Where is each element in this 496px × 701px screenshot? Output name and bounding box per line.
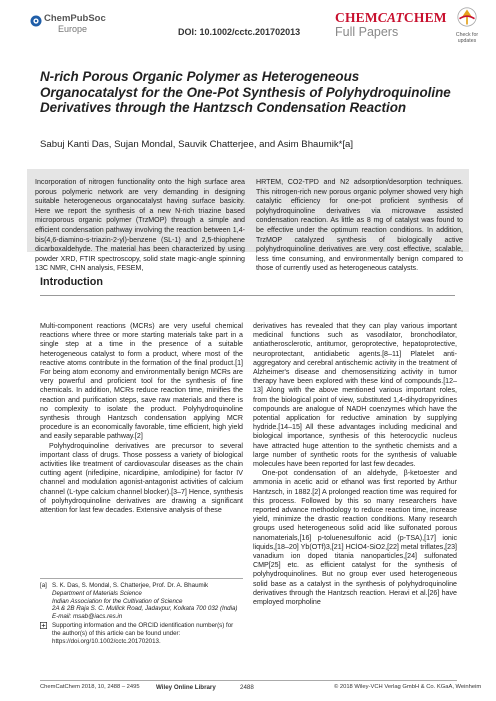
article-title: N-rich Porous Organic Polymer as Heterogeneous Organocatalyst for the One-Pot Synthesis of Polyhydroquinoline Derivatives through the Hantzsch Condensation Reaction [40,69,451,115]
intro-paragraph-1: Multi-component reactions (MCRs) are very useful chemical reactions where three or more starting materials take part in a single step at a time in the presence of a suitable heterogeneous catalyst to form a product, where most of the reactive atoms contribute in the formation of the final product.[1] For being atom economy and environmentally benign MCRs are very powerful and proficient tool for the synthesis of fine chemicals. In addition, MCRs reduce reaction time, minifies the reaction and purification steps, save raw materials and there is no complexity to isolate the product. Polyhydroquinoline synthesis through Hantzsch condensation applying MCR procedure is an economically favorable, time efficient, high yield and easily separable pathway.[2] [40,322,243,441]
affiliation-names: S. K. Das, S. Mondal, S. Chatterjee, Prof. Dr. A. Bhaumik [52,582,209,589]
affiliation-department: Department of Materials Science [52,589,142,597]
publisher-logo [30,13,110,43]
section-heading-introduction: Introduction [40,276,103,288]
publisher-logo-line1: ChemPubSoc [44,13,106,24]
affiliation-institute: Indian Association for the Cultivation of Science [52,597,183,605]
journal-title-part2: CAT [377,10,404,25]
intro-paragraph-3: derivatives has revealed that they can play various important medicinal functions such as vasodilator, bronchodilator, antiatherosclerotic, antitumor, geroprotective, hepatoprotective, neuroprotectant, antidiabetic agents.[8–11] Platelet anti-aggregatory and cerebral antischemic activity in the treatment of Alzheimer's disease and chemosensitizing activity in tumor therapy have been explored with these kind of compounds.[12–13] Along with the above mentioned various important roles, from the biological point of view, substituted 1,4-dihydropyridines compounds are analogue of NADH coenzymes which have the potential application for reductive amination by supplying hydride.[14–15] All these advantages including medicinal and biological importance, synthesis of this heterocyclic nucleus have attracted huge attention to the synthetic chemists and a large number of synthetic roots for the synthesis of valuable molecules have been reported for last few decades. [253,322,457,469]
article-doi[interactable]: DOI: 10.1002/cctc.201702013 [178,27,301,37]
supporting-info-link[interactable]: https://doi.org/10.1002/cctc.201702013. [52,637,161,645]
article-type: Full Papers [335,25,399,39]
section-divider [40,295,455,296]
journal-title-part3: CHEM [403,10,447,25]
footer-divider [40,680,457,681]
footer-publisher-link[interactable]: Wiley Online Library [156,684,216,691]
chempubsoc-logo-icon [30,15,42,27]
intro-paragraph-4: One-pot condensation of an aldehyde, β-ketoester and ammonia in acetic acid or ethanol was first reported by Arthur Hantzsch, in 1882.[2] A prolonged reaction time was required for this process. Followed by this so many researchers have reported advance methodology to reduce reaction time, increase yield, minimize the drastic reaction conditions. Many research groups used heterogeneous solid acid like sulfonated porous nanomaterials,[16] p-toluenesulfonic acid (p-TSA),[17] ionic liquids,[18–20] Yb(OTf)3,[21] HClO4-SiO2,[22] metal triflates,[23] vanadium ion doped titania nanoparticles,[24] sulfonated CMP[25] etc. as efficient catalyst for the synthesis of polyhydroquinolines. But no group ever used heterogeneous solid base as a catalyst in the synthesis of polyhydroquinoline derivatives through the Hantzsch reaction. Heravi et al.[26] have employed morpholine [253,469,457,607]
author-list: Sabuj Kanti Das, Sujan Mondal, Sauvik Chatterjee, and Asim Bhaumik*[a] [40,139,354,150]
abstract-right-column: HRTEM, CO2-TPD and N2 adsorption/desorption techniques. This nitrogen-rich new porous organic polymer showed very high catalytic efficiency for one-pot proficient synthesis of polyhydroquinoline derivatives via microwave assisted condensation reaction. As little as 8 mg of catalyst was found to be effective under the optimum reaction conditions. In addition, TrzMOP catalyzed synthesis of biologically active polyhydroquinoline derivatives are very cost effective, scalable, less time consuming, and environmentally benign compared to those of currently used as heterogeneous catalysts. [256,178,463,273]
journal-title-part1: CHEM [335,10,378,25]
publisher-logo-line2: Europe [58,24,88,34]
journal-title [335,10,447,26]
abstract-left-column: Incorporation of nitrogen functionality onto the high surface area porous polymeric network are very demanding in designing suitable heterogeneous organocatalyst having surface basicity. Here we report the synthesis of a new N-rich triazine based microporous organic polymer (TrzMOP) through a simple and efficient condensation pathway involving the reaction between 1,4-bis(4,6-diamino-s-triazin-2-yl)-benzene (SL-1) and 2,5-thiophene dicarboxaldehyde. The material has been characterized by using powder XRD, FTIR spectroscopy, solid state magic-angle spinning 13C NMR, CHN analysis, FESEM, [35,178,245,273]
body-left-column [40,322,243,515]
supporting-info-footnote [40,622,243,645]
check-updates-icon [457,7,477,27]
footer-page-number: 2488 [240,684,254,691]
intro-paragraph-2: Polyhydroquinoline derivatives are precursor to several important class of drugs. Those possess a variety of biological activities like treatment of cardiovascular diseases as the chain cutting agent (nifedipine, nicardipine, amlodipine) for factor IV channel and modulation agonist-antagonist activities of calcium channel (L-type calcium channel blocker).[3–7] Hence, synthesis of polyhydroquinoline derivatives are drawing a significant attention for last few decades. Extensive analysis of these [40,441,243,515]
footnote-tag: [a] [40,582,47,589]
footer-journal-reference: ChemCatChem 2018, 10, 2488 – 2495 [40,684,140,690]
footnotes [40,582,243,645]
footer-copyright: © 2018 Wiley-VCH Verlag GmbH & Co. KGaA, Weinheim [334,684,482,690]
abstract-box [27,169,469,273]
check-updates-label: Check for updates [455,32,479,44]
check-for-updates-button[interactable] [452,7,482,47]
body-right-column [253,322,457,607]
supporting-info-text: Supporting information and the ORCID identification number(s) for the author(s) of this article can be found under: [52,621,234,637]
supporting-info-icon [40,622,52,645]
affiliation-address: 2A & 2B Raja S. C. Mullick Road, Jadavpur, Kolkata 700 032 (India) [52,605,238,613]
footnote-divider [40,578,243,579]
affiliation-footnote [40,582,243,621]
affiliation-email[interactable]: E-mail: msab@iacs.res.in [52,613,123,621]
